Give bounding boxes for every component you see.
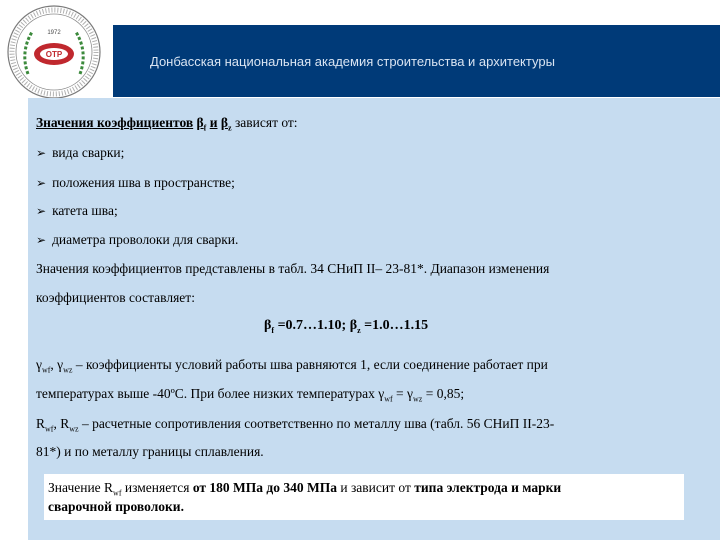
svg-text:1972: 1972	[47, 30, 61, 36]
para1-line1: Значения коэффициентов представлены в табл. 34 СНиП II– 23-81*. Диапазон изменения	[36, 261, 550, 276]
summary-line2: сварочной проволоки.	[48, 499, 184, 514]
bullet-item: ➢ катета шва;	[36, 203, 118, 218]
academy-logo-icon	[6, 4, 102, 100]
intro-bold: Значения коэффициентов	[36, 115, 194, 130]
resistance-line2: 81*) и по металлу границы сплавления.	[36, 444, 264, 459]
bullet-item: ➢ диаметра проволоки для сварки.	[36, 232, 239, 247]
summary-line1: Значение $R_{wf}$ изменяется от 180 МПа до 340 МПа и зависит от типа электрода и марки	[48, 480, 562, 498]
gamma-line2: температурах выше -40ºС. При более низких температурах $\gamma_{wf} = \gamma_{wz} = 0,85$;	[36, 386, 465, 404]
bullet-item: ➢ вида сварки;	[36, 145, 125, 160]
header-title: Донбасская национальная академия строительства и архитектуры	[150, 54, 555, 69]
gamma-line1: $\gamma_{wf}$, $\gamma_{wz}$ – коэффициенты условий работы шва равняются 1, если соединение работает при	[36, 357, 548, 375]
svg-text:ОТР: ОТР	[45, 50, 63, 59]
arrow-bullet-icon: ➢	[36, 233, 47, 247]
bullet-item: ➢ положения шва в пространстве;	[36, 175, 235, 190]
intro-normal: зависят от:	[234, 115, 298, 130]
beta-formula: $\beta_f$ =0.7…1.10; $\beta_z$ =1.0…1.15	[264, 318, 429, 335]
intro-line: Значения коэффициентов $\beta_f$ и $\beta_z$ зависят от:	[36, 115, 298, 133]
arrow-bullet-icon: ➢	[36, 146, 47, 160]
resistance-line1: $R_{wf}$, $R_{wz}$ – расчетные сопротивления соответственно по металлу шва (табл. 56 СНиП II-23-	[36, 416, 555, 434]
para1-line2: коэффициентов составляет:	[36, 290, 195, 305]
arrow-bullet-icon: ➢	[36, 176, 47, 190]
arrow-bullet-icon: ➢	[36, 204, 47, 218]
